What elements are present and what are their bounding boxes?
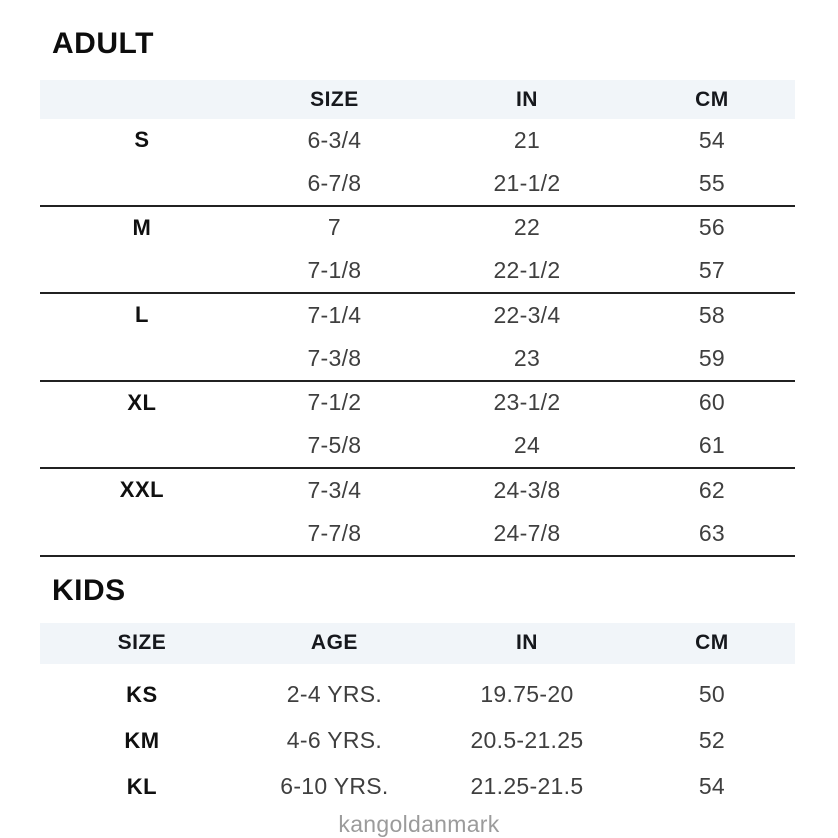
inches-value: 19.75-20	[480, 681, 574, 707]
cm-value: 61	[698, 432, 726, 459]
table-row	[40, 512, 795, 555]
size-value: 6-3/4	[307, 126, 362, 153]
kids-heading: KIDS	[52, 573, 126, 607]
table-row	[40, 764, 795, 810]
watermark-text: kangoldanmark	[338, 810, 500, 837]
kids-header-size: SIZE	[117, 631, 167, 654]
age-value: 6-10 YRS.	[280, 773, 389, 799]
kids-table	[40, 623, 795, 810]
table-row	[40, 424, 795, 467]
size-label: M	[132, 214, 152, 240]
kids-table-body	[40, 672, 795, 810]
adult-group-l	[40, 294, 795, 382]
cm-value: 62	[698, 476, 726, 503]
cm-value: 60	[698, 389, 726, 416]
table-row	[40, 382, 795, 425]
table-row	[40, 469, 795, 512]
table-row	[40, 337, 795, 380]
cm-value: 57	[698, 257, 726, 284]
cm-value: 55	[698, 169, 726, 196]
size-value: 6-7/8	[307, 169, 362, 196]
kids-header-cm: CM	[695, 631, 729, 654]
size-value: 7	[327, 214, 341, 241]
size-label: S	[134, 127, 150, 153]
cm-value: 54	[698, 773, 726, 799]
size-chart-content	[40, 27, 795, 810]
inches-value: 23	[513, 344, 541, 371]
age-value: 4-6 YRS.	[286, 727, 383, 753]
adult-table	[40, 80, 795, 557]
table-row	[40, 294, 795, 337]
size-value: 7-1/4	[307, 301, 362, 328]
table-row	[40, 249, 795, 292]
inches-value: 20.5-21.25	[470, 727, 584, 753]
adult-heading: ADULT	[52, 27, 154, 60]
size-value: 7-1/2	[307, 389, 362, 416]
table-row	[40, 672, 795, 718]
adult-group-xxl	[40, 469, 795, 557]
cm-value: 54	[698, 126, 726, 153]
inches-value: 23-1/2	[493, 389, 561, 416]
table-row	[40, 718, 795, 764]
adult-header-in: IN	[515, 87, 538, 111]
cm-value: 58	[698, 301, 726, 328]
adult-group-m	[40, 207, 795, 295]
cm-value: 50	[698, 681, 726, 707]
adult-group-s	[40, 119, 795, 207]
adult-header-size: SIZE	[310, 87, 359, 111]
size-label: KS	[126, 681, 158, 707]
size-value: 7-3/8	[307, 344, 362, 371]
table-row	[40, 207, 795, 250]
inches-value: 21-1/2	[493, 169, 561, 196]
size-value: 7-7/8	[307, 519, 362, 546]
kids-header-in: IN	[515, 631, 538, 654]
size-value: 7-5/8	[307, 432, 362, 459]
inches-value: 24	[513, 432, 541, 459]
cm-value: 52	[698, 727, 726, 753]
inches-value: 24-3/8	[493, 476, 561, 503]
inches-value: 21	[513, 126, 541, 153]
cm-value: 56	[698, 214, 726, 241]
size-value: 7-1/8	[307, 257, 362, 284]
inches-value: 22-1/2	[493, 257, 561, 284]
table-row	[40, 119, 795, 162]
adult-header-cm: CM	[695, 87, 729, 111]
cm-value: 63	[698, 519, 726, 546]
inches-value: 22-3/4	[493, 301, 561, 328]
size-value: 7-3/4	[307, 476, 362, 503]
adult-table-header-row	[40, 80, 795, 119]
kids-header-age: AGE	[310, 631, 358, 654]
size-label: KL	[126, 773, 158, 799]
size-label: XXL	[119, 477, 165, 503]
inches-value: 21.25-21.5	[470, 773, 584, 799]
adult-group-xl	[40, 382, 795, 470]
age-value: 2-4 YRS.	[286, 681, 383, 707]
table-row	[40, 162, 795, 205]
inches-value: 22	[513, 214, 541, 241]
inches-value: 24-7/8	[493, 519, 561, 546]
size-label: L	[134, 302, 149, 328]
kids-table-header-row	[40, 623, 795, 664]
size-label: KM	[124, 727, 160, 753]
cm-value: 59	[698, 344, 726, 371]
size-label: XL	[127, 389, 157, 415]
